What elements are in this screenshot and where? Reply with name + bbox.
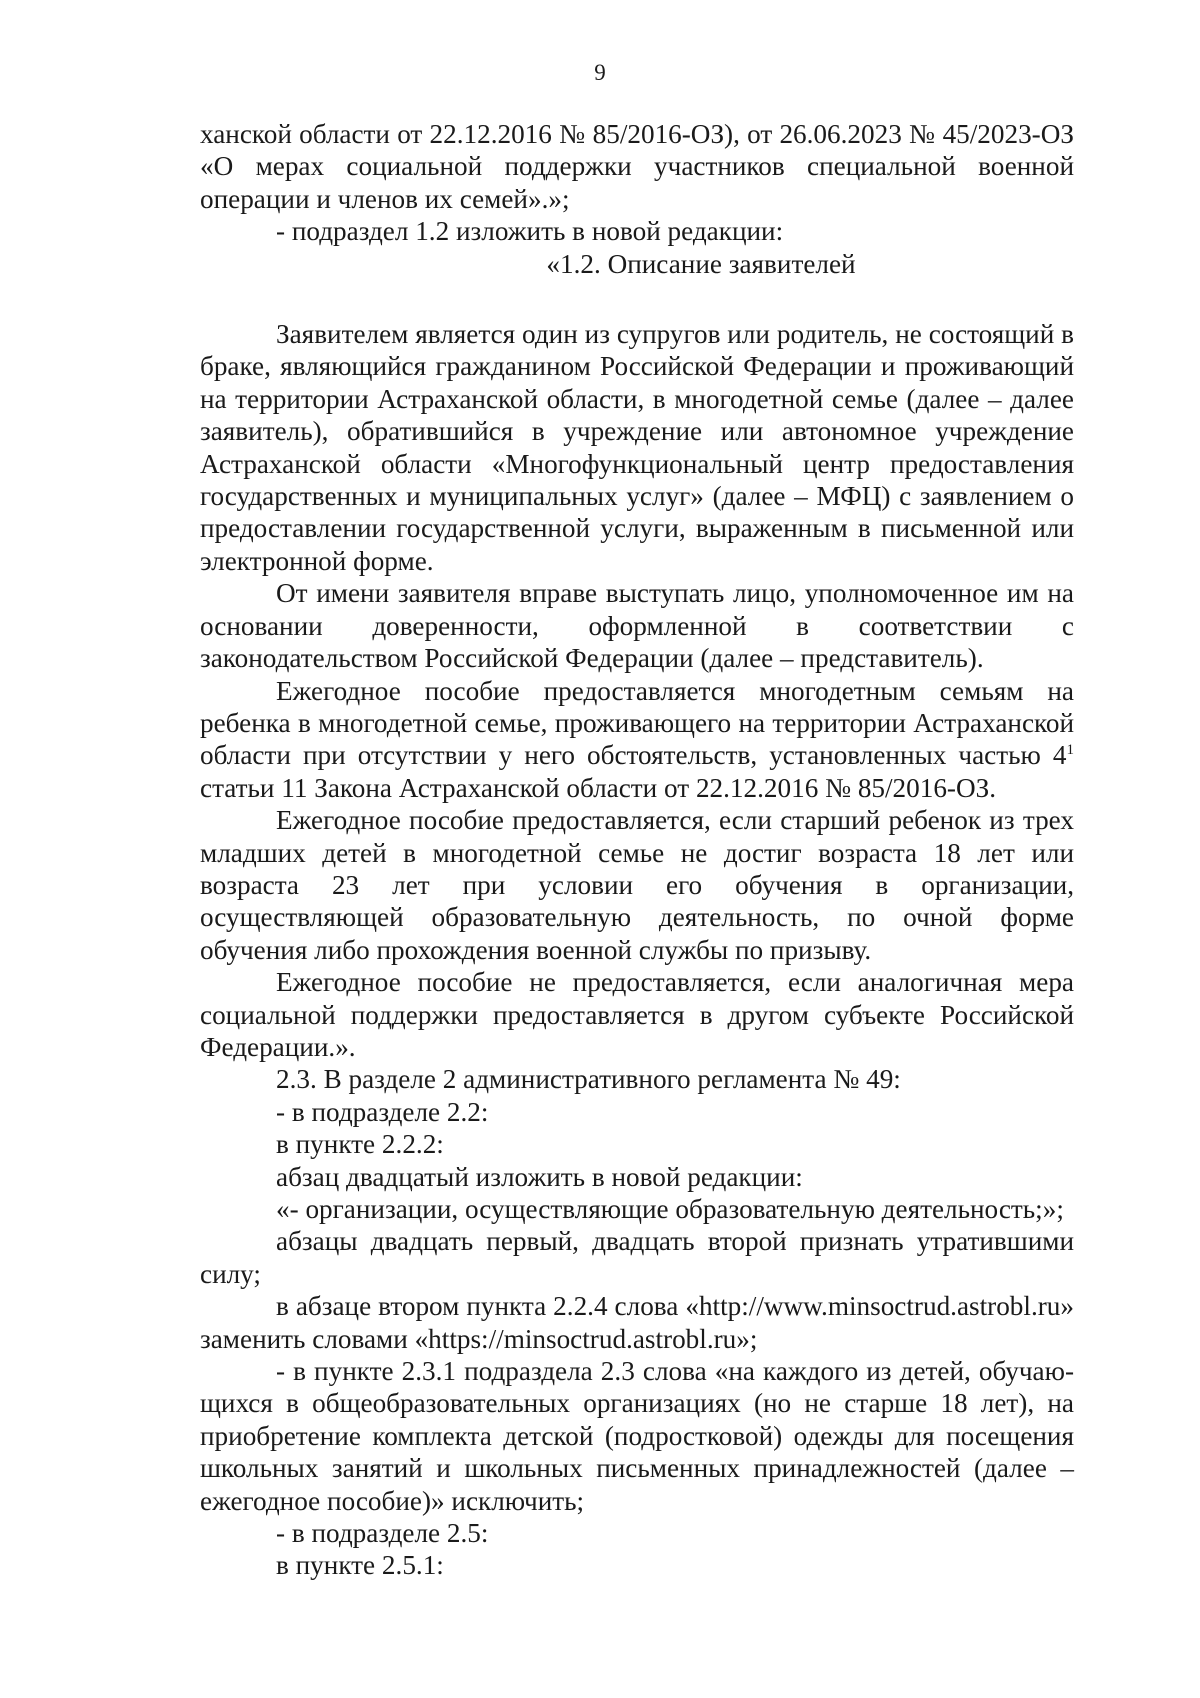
paragraph-representative: От имени заявителя вправе выступать лицо, уполномоченное им на основании доверенности, оформленной в соответствии с законодательством Российской Федерации (далее – представитель). bbox=[200, 578, 1074, 674]
paragraph-continuation: ханской области от 22.12.2016 № 85/2016-ОЗ), от 26.06.2023 № 45/2023-ОЗ «О мерах социальной поддержки участников специальной военной операции и членов их семей».»; bbox=[200, 119, 1074, 214]
paragraph-allowance-exclusion: Ежегодное пособие не предоставляется, если аналогичная мера социальной поддержки предоставляется в другом субъекте Российской Федерации.». bbox=[200, 967, 1074, 1062]
paragraph-annual-allowance bbox=[200, 675, 1074, 805]
paragraph-allowance-condition: Ежегодное пособие предоставляется, если старший ребенок из трех младших детей в многодетной семье не достиг возраста 18 лет или возраста 23 лет при условии его обучения в организации, осуществляющей образовательную деятельность, по очной форме обучения либо прохождения военной службы по призыву. bbox=[200, 805, 1074, 965]
paragraph-subsection-2-2: - в подразделе 2.2: bbox=[276, 1096, 489, 1127]
paragraph-abzac-21-22: абзацы двадцать первый, двадцать второй признать утратившими силу; bbox=[200, 1226, 1074, 1289]
superscript-one: 1 bbox=[1066, 742, 1074, 759]
paragraph-organizations: «- организации, осуществляющие образовательную деятельность;»; bbox=[276, 1194, 1064, 1224]
paragraph-subsection-2-5: - в подразделе 2.5: bbox=[276, 1518, 489, 1549]
paragraph-section-2-3: 2.3. В разделе 2 административного регламента № 49: bbox=[276, 1064, 901, 1095]
spacer bbox=[200, 280, 1074, 318]
paragraph-item-2-5-1: в пункте 2.5.1: bbox=[276, 1550, 444, 1581]
paragraph-annual-allowance-tail: статьи 11 Закона Астраханской области от 22.12.2016 № 85/2016-ОЗ. bbox=[200, 772, 997, 803]
paragraph-annual-allowance-text: Ежегодное пособие предоставляется многодетным семьям на ребенка в многодетной семье, проживающего на территории Астраханской области при отсутствии у него обстоятельств, установленных частью 4 bbox=[200, 675, 1074, 771]
document-body bbox=[200, 118, 1074, 1582]
paragraph-item-2-2-2: в пункте 2.2.2: bbox=[276, 1129, 444, 1160]
page-number: 9 bbox=[594, 60, 606, 85]
paragraph-item-2-3-1: - в пункте 2.3.1 подраздела 2.3 слова «на каждого из детей, обучающихся в общеобразовательных организациях (но не старше 18 лет), на приобретение комплекта детской (подростковой) одежды для посещения школьных занятий и школьных письменных принадлежностей (далее – ежегодное пособие)» исключить; bbox=[200, 1356, 1074, 1516]
paragraph-abzac-20: абзац двадцатый изложить в новой редакции: bbox=[276, 1161, 803, 1192]
paragraph-applicant: Заявителем является один из супругов или родитель, не состоящий в браке, являющийся гражданином Российской Федерации и проживающий на территории Астраханской области, в многодетной семье (далее – далее заявитель), обратившийся в учреждение или автономное учреждение Астраханской области «Многофункциональный центр предоставления государственных и муниципальных услуг» (далее – МФЦ) с заявлением о предоставлении государственной услуги, выраженным в письменной или электронной форме. bbox=[200, 319, 1074, 576]
paragraph-subsection-instruction: - подраздел 1.2 изложить в новой редакции: bbox=[276, 216, 784, 247]
subsection-heading: «1.2. Описание заявителей bbox=[546, 248, 856, 279]
paragraph-url-replacement: в абзаце втором пункта 2.2.4 слова «http://www.minsoctrud.astrobl.ru» заменить словами «https://minsoctrud.astrobl.ru»; bbox=[200, 1291, 1074, 1354]
